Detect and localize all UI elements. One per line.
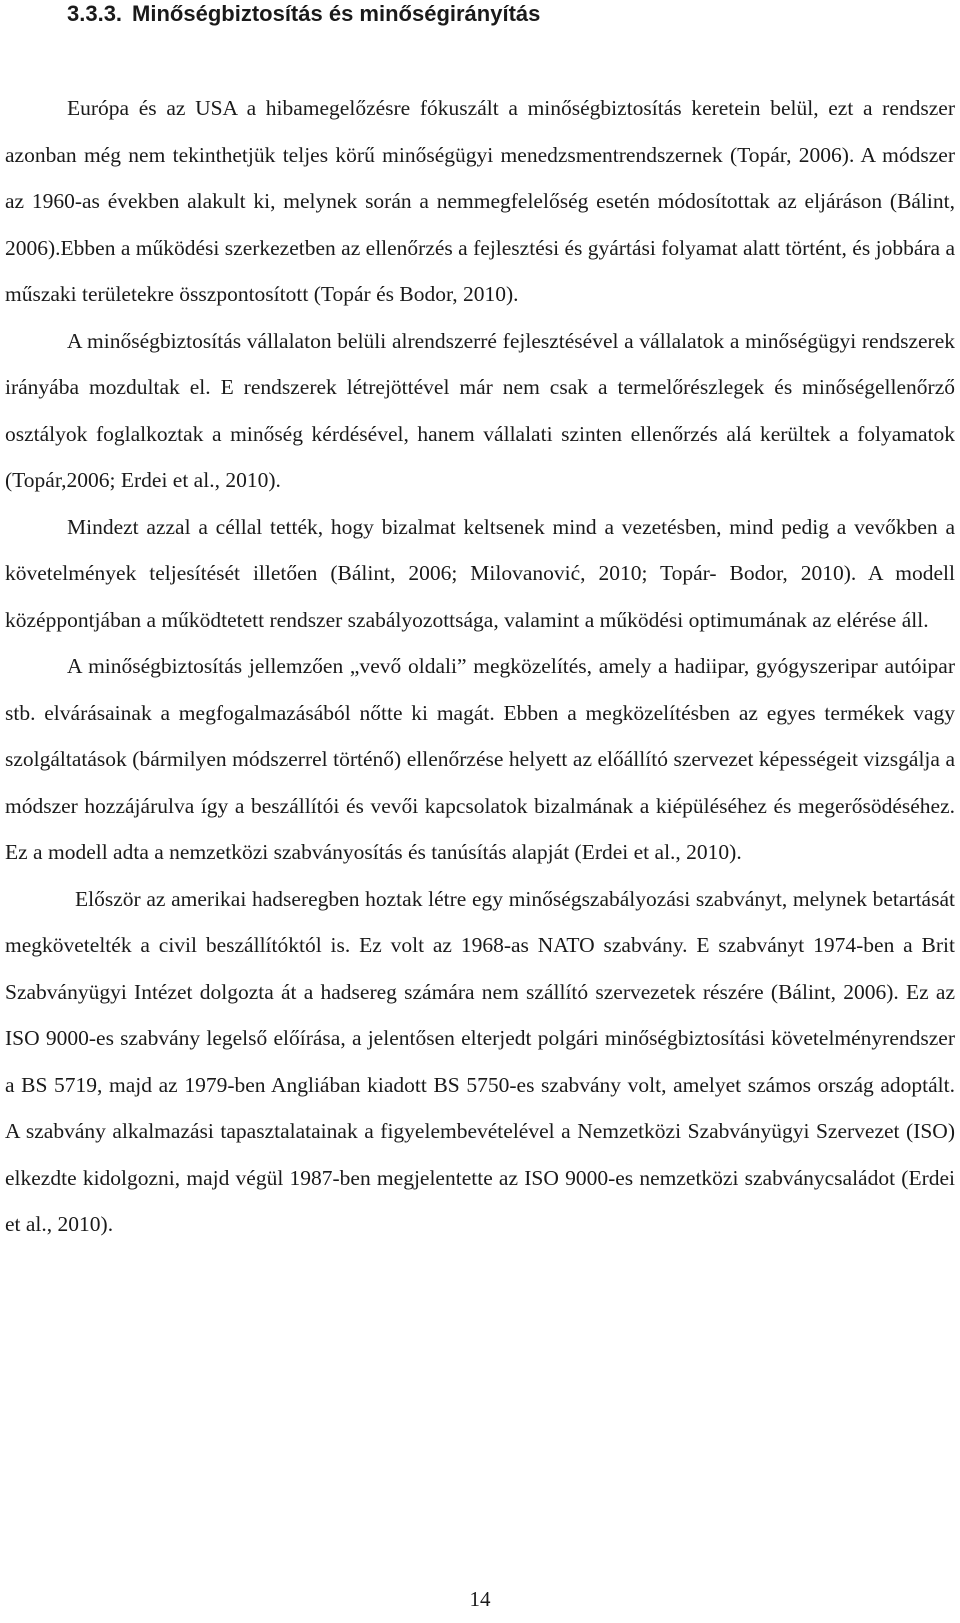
section-number: 3.3.3. bbox=[67, 1, 123, 26]
paragraph: Európa és az USA a hibamegelőzésre fókuszált a minőségbiztosítás keretein belül, ezt a rendszer azonban még nem tekinthetjük teljes körű minőségügyi menedzsmentrendszernek (Topár, 2006). A módszer az 1960-as években alakult ki, melynek során a nemmegfelelőség esetén módosítottak az eljáráson (Bálint, 2006).Ebben a működési szerkezetben az ellenőrzés a fejlesztési és gyártási folyamat alatt történt, és jobbára a műszaki területekre összpontosított (Topár és Bodor, 2010). bbox=[5, 96, 955, 306]
paragraph: A minőségbiztosítás vállalaton belüli alrendszerré fejlesztésével a vállalatok a minőségügyi rendszerek irányába mozdultak el. E rendszerek létrejöttével már nem csak a termelőrészlegek és minőségellenőrző osztályok foglalkoztak a minőség kérdésével, hanem vállalati szinten ellenőrzés alá kerültek a folyamatok (Topár,2006; Erdei et al., 2010). bbox=[5, 328, 955, 492]
section-title: Minőségbiztosítás és minőségirányítás bbox=[132, 1, 541, 26]
section-heading bbox=[67, 0, 540, 28]
paragraph: Először az amerikai hadseregben hoztak létre egy minőségszabályozási szabványt, melynek betartását megkövetelték a civil beszállítóktól is. Ez volt az 1968-as NATO szabvány. E szabványt 1974-ben a Brit Szabványügyi Intézet dolgozta át a hadsereg számára nem szállító szervezetek részére (Bálint, 2006). Ez az ISO 9000-es szabvány legelső előírása, a jelentősen elterjedt polgári minőségbiztosítási követelményrendszer a BS 5719, majd az 1979-ben Angliában kiadott BS 5750-es szabvány volt, amelyet számos ország adoptált. A szabvány alkalmazási tapasztalatainak a figyelembevételével a Nemzetközi Szabványügyi Szervezet (ISO) elkezdte kidolgozni, majd végül 1987-ben megjelentette az ISO 9000-es nemzetközi szabványcsaládot (Erdei et al., 2010). bbox=[5, 886, 955, 1236]
paragraph: A minőségbiztosítás jellemzően „vevő oldali” megközelítés, amely a hadiipar, gyógyszeripar autóipar stb. elvárásainak a megfogalmazásából nőtte ki magát. Ebben a megközelítésben az egyes termékek vagy szolgáltatások (bármilyen módszerrel történő) ellenőrzése helyett az előállító szervezet képességeit vizsgálja a módszer hozzájárulva így a beszállítói és vevői kapcsolatok bizalmának a kiépüléséhez és megerősödéséhez. Ez a modell adta a nemzetközi szabványosítás és tanúsítás alapját (Erdei et al., 2010). bbox=[5, 654, 955, 864]
paragraph: Mindezt azzal a céllal tették, hogy bizalmat keltsenek mind a vezetésben, mind pedig a vevőkben a követelmények teljesítését illetően (Bálint, 2006; Milovanović, 2010; Topár- Bodor, 2010). A modell középpontjában a működtetett rendszer szabályozottsága, valamint a működési optimumának az elérése áll. bbox=[5, 514, 955, 632]
page-number: 14 bbox=[469, 1587, 491, 1611]
body-text bbox=[5, 85, 955, 1248]
